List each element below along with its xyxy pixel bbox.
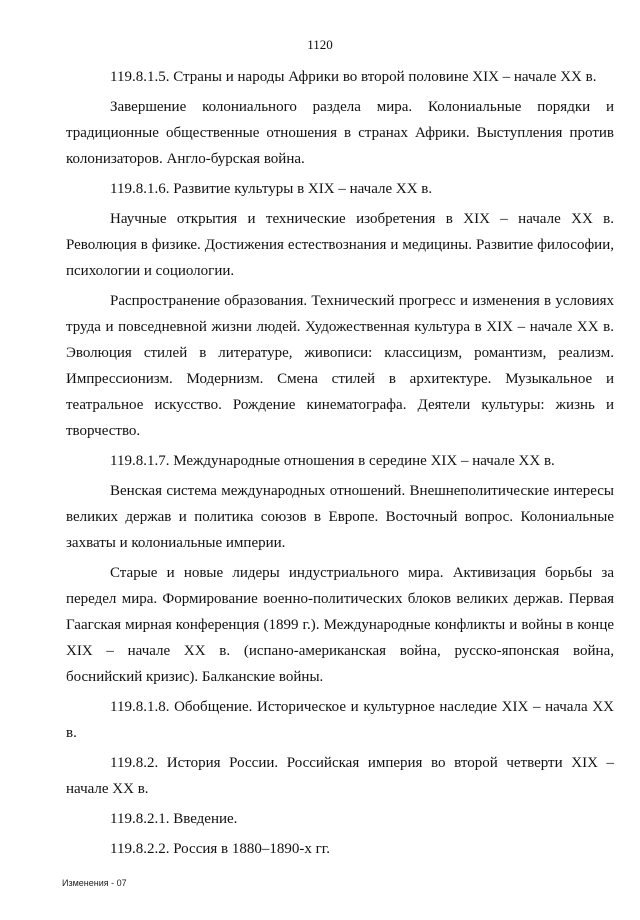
section-heading-culture: 119.8.1.6. Развитие культуры в XIX – начале XX в. bbox=[110, 181, 433, 197]
paragraph-culture: Распространение образования. Технический прогресс и изменения в условиях труда и повседневной жизни людей. Художественная культура в XIX – начале XX в. Эволюция стилей в литературе, живописи: классицизм, романтизм, реализм. Импрессионизм. Модернизм. Смена стилей в архитектуре. Музыкальное и театральное искусство. Рождение кинематографа. Деятели культуры: жизнь и творчество. bbox=[66, 293, 614, 439]
section-heading-russia-1880s: 119.8.2.2. Россия в 1880–1890-х гг. bbox=[110, 841, 330, 857]
section-heading-africa: 119.8.1.5. Страны и народы Африки во второй половине XIX – начале XX в. bbox=[110, 69, 597, 85]
section-heading-russia: 119.8.2. История России. Российская империя во второй четверти XIX – начале XX в. bbox=[66, 755, 614, 797]
paragraph-science: Научные открытия и технические изобретения в XIX – начале XX в. Революция в физике. Достижения естествознания и медицины. Развитие философии, психологии и социологии. bbox=[66, 211, 614, 279]
paragraph-vienna-system: Венская система международных отношений. Внешнеполитические интересы великих держав и политика союзов в Европе. Восточный вопрос. Колониальные захваты и колониальные империи. bbox=[66, 483, 614, 551]
section-heading-introduction: 119.8.2.1. Введение. bbox=[110, 811, 238, 827]
paragraph-industrial-leaders: Старые и новые лидеры индустриального мира. Активизация борьбы за передел мира. Формирование военно-политических блоков великих держав. Первая Гаагская мирная конференция (1899 г.). Международные конфликты и войны в конце XIX – начале XX в. (испано-американская война, русско-японская война, боснийский кризис). Балканские войны. bbox=[66, 565, 614, 685]
section-heading-summary: 119.8.1.8. Обобщение. Историческое и культурное наследие XIX – начала XX в. bbox=[66, 699, 614, 741]
paragraph-africa: Завершение колониального раздела мира. Колониальные порядки и традиционные общественные отношения в странах Африки. Выступления против колонизаторов. Англо-бурская война. bbox=[66, 99, 614, 167]
section-heading-international: 119.8.1.7. Международные отношения в середине XIX – начале XX в. bbox=[110, 453, 555, 469]
document-body bbox=[66, 64, 614, 866]
footer-revision: Изменения - 07 bbox=[62, 878, 127, 888]
page-number: 1120 bbox=[307, 37, 333, 52]
